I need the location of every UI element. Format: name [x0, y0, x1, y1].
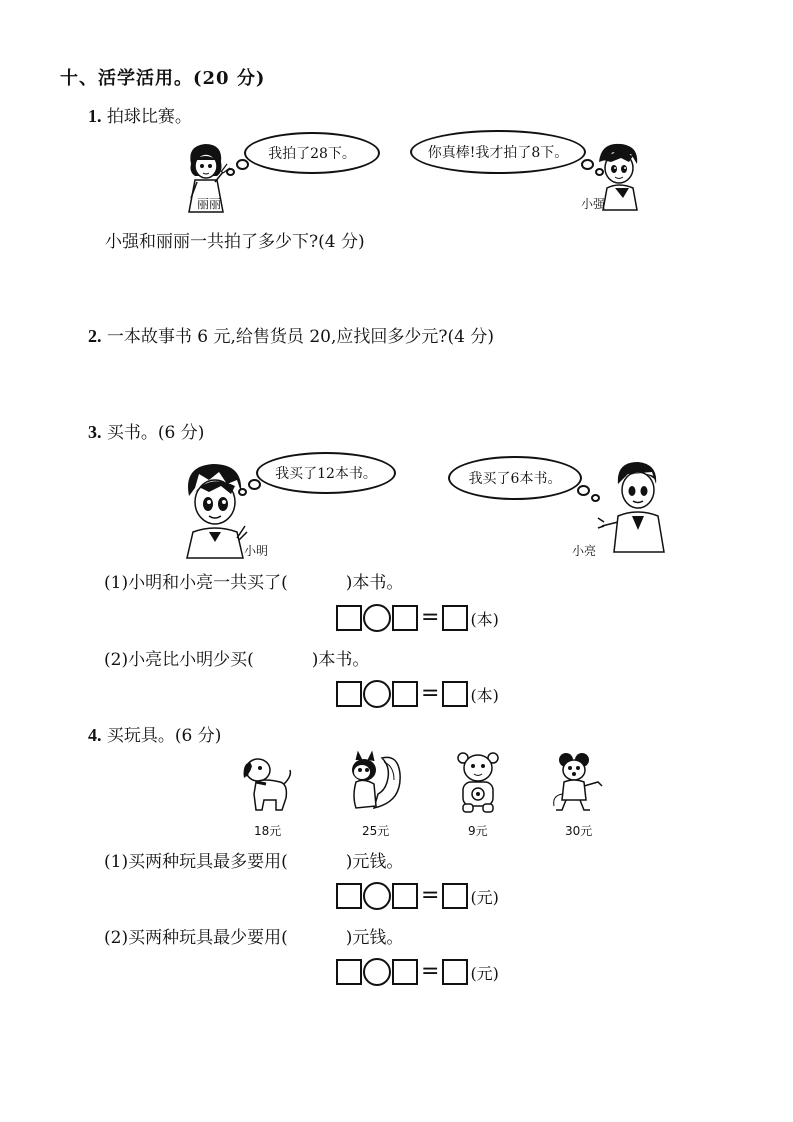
equation-box-1[interactable]: [336, 605, 362, 631]
boy-xiaoming-illustration: [183, 462, 249, 558]
q4-sub1: [104, 847, 403, 872]
toy-price-mouse: 30元: [565, 824, 593, 838]
q4-sub2-equation: [336, 958, 499, 986]
equation-box-1[interactable]: [336, 883, 362, 909]
unit-label: (本): [470, 685, 499, 705]
q1-right-speech: 你真棒!我才拍了8下。: [427, 145, 569, 161]
q1-right-speech-bubble: [410, 130, 586, 174]
equation-result-box[interactable]: [442, 681, 468, 707]
equals-sign: =: [421, 605, 440, 630]
toy-price-bear: 9元: [468, 824, 488, 838]
q1-heading: [88, 102, 192, 127]
q3-sub1-equation: [336, 604, 499, 632]
q4-title: 买玩具。(6 分): [106, 726, 222, 746]
equation-box-2[interactable]: [392, 681, 418, 707]
toy-price-dog: 18元: [254, 824, 282, 838]
q4-sub2-text-after-blank: )元钱。: [345, 928, 404, 948]
equation-result-box[interactable]: [442, 605, 468, 631]
q3-sub2-equation: [336, 680, 499, 708]
q2-number: 2.: [88, 326, 102, 346]
operator-circle[interactable]: [363, 958, 391, 986]
operator-circle[interactable]: [363, 604, 391, 632]
q4-sub1-equation: [336, 882, 499, 910]
equation-box-1[interactable]: [336, 959, 362, 985]
q1-left-name: 丽丽: [197, 197, 222, 211]
q3-sub1-text-after-blank: )本书。: [345, 573, 404, 593]
equation-box-2[interactable]: [392, 605, 418, 631]
q4-number: 4.: [88, 725, 102, 745]
q4-sub1-text-before-blank: (1)买两种玩具最多要用(: [104, 852, 288, 872]
toy-price-squirrel: 25元: [362, 824, 390, 838]
section-title: 十、活学活用。(20 分): [60, 68, 266, 89]
toy-bear-icon: [455, 750, 501, 814]
q3-number: 3.: [88, 422, 102, 442]
q3-right-speech: 我买了6本书。: [468, 471, 562, 487]
equation-result-box[interactable]: [442, 883, 468, 909]
q3-sub1-text-before-blank: (1)小明和小亮一共买了(: [104, 573, 288, 593]
equation-result-box[interactable]: [442, 959, 468, 985]
q3-sub2-text-before-blank: (2)小亮比小明少买(: [104, 650, 254, 670]
unit-label: (元): [470, 887, 499, 907]
q4-sub2-text-before-blank: (2)买两种玩具最少要用(: [104, 928, 288, 948]
equals-sign: =: [421, 681, 440, 706]
q4-heading: [88, 721, 221, 746]
q1-right-name: 小强: [581, 197, 606, 211]
equation-box-1[interactable]: [336, 681, 362, 707]
q3-left-speech: 我买了12本书。: [275, 466, 377, 482]
q1-title: 拍球比赛。: [106, 107, 192, 127]
q2-heading: [88, 322, 494, 347]
equals-sign: =: [421, 883, 440, 908]
unit-label: (本): [470, 609, 499, 629]
q3-heading: [88, 418, 204, 443]
q3-title: 买书。(6 分): [106, 423, 205, 443]
operator-circle[interactable]: [363, 882, 391, 910]
equation-box-2[interactable]: [392, 883, 418, 909]
q4-sub1-text-after-blank: )元钱。: [345, 852, 404, 872]
unit-label: (元): [470, 963, 499, 983]
equation-box-2[interactable]: [392, 959, 418, 985]
q2-text: 一本故事书 6 元,给售货员 20,应找回多少元?(4 分): [106, 327, 494, 347]
q1-question: 小强和丽丽一共拍了多少下?(4 分): [105, 232, 365, 252]
q3-sub2-text-after-blank: )本书。: [311, 650, 370, 670]
q1-left-speech: 我拍了28下。: [268, 146, 356, 162]
q3-sub1: [104, 568, 403, 593]
operator-circle[interactable]: [363, 680, 391, 708]
q3-left-name: 小明: [244, 544, 269, 558]
q1-left-speech-bubble: [244, 132, 380, 174]
toy-mouse-icon: [548, 752, 606, 814]
boy-xiaoliang-illustration: [598, 458, 668, 554]
equals-sign: =: [421, 959, 440, 984]
q3-right-name: 小亮: [572, 544, 597, 558]
toy-dog-icon: [236, 754, 296, 814]
toy-squirrel-icon: [344, 750, 404, 812]
q3-sub2: [104, 645, 369, 670]
q3-right-speech-bubble: [448, 456, 582, 500]
q4-sub2: [104, 923, 403, 948]
q1-number: 1.: [88, 106, 102, 126]
q3-left-speech-bubble: [256, 452, 396, 494]
